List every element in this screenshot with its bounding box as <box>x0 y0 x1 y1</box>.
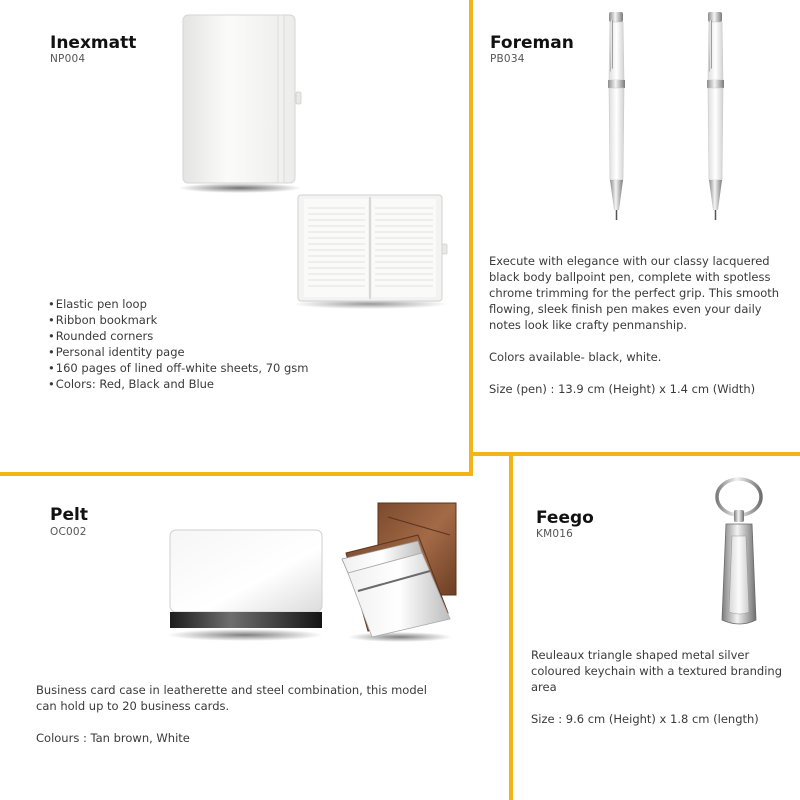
card-case-closed-image <box>165 525 330 645</box>
vertical-divider-top <box>469 0 473 476</box>
product-description: Execute with elegance with our classy lacquered black body ballpoint pen, complete with spotless chrome trimming for the perfect grip. This smooth flowing, sleek finish pen makes even your daily notes look like crafty penmanship. <box>489 254 780 332</box>
product-code: KM016 <box>536 528 573 540</box>
product-description: Business card case in leatherette and steel combination, this model can hold up to 20 business cards. <box>36 683 427 713</box>
product-size: Size (pen) : 13.9 cm (Height) x 1.4 cm (Width) <box>489 382 756 396</box>
feature-item: • Ribbon bookmark <box>48 312 448 328</box>
feature-item: • Colors: Red, Black and Blue <box>48 376 448 392</box>
product-description-block <box>489 253 789 397</box>
product-colors: Colours : Tan brown, White <box>36 731 190 745</box>
product-code: PB034 <box>490 53 525 65</box>
product-colors: Colors available- black, white. <box>489 350 662 364</box>
notebook-open-image <box>295 192 460 312</box>
keychain-image <box>706 474 786 629</box>
product-description-block <box>531 647 786 727</box>
product-size: Size : 9.6 cm (Height) x 1.8 cm (length) <box>531 712 759 726</box>
notebook-closed-image <box>180 12 310 197</box>
horizontal-divider-right <box>469 452 800 456</box>
product-title: Feego <box>536 508 594 528</box>
product-code: OC002 <box>50 526 87 538</box>
pen-image <box>604 10 634 225</box>
card-case-open-image <box>338 495 463 645</box>
product-description-block <box>36 682 436 746</box>
feature-item: • Personal identity page <box>48 344 448 360</box>
feature-item: • Elastic pen loop <box>48 296 448 312</box>
horizontal-divider-left <box>0 472 473 476</box>
feature-item: • Rounded corners <box>48 328 448 344</box>
product-title: Inexmatt <box>50 33 137 53</box>
product-title: Pelt <box>50 505 88 525</box>
vertical-divider-bottom <box>509 452 513 800</box>
product-title: Foreman <box>490 33 574 53</box>
feature-list <box>48 296 448 392</box>
product-code: NP004 <box>50 53 86 65</box>
pen-image <box>703 10 733 225</box>
feature-item: • 160 pages of lined off-white sheets, 70 gsm <box>48 360 448 376</box>
product-description: Reuleaux triangle shaped metal silver coloured keychain with a textured branding area <box>531 648 783 694</box>
